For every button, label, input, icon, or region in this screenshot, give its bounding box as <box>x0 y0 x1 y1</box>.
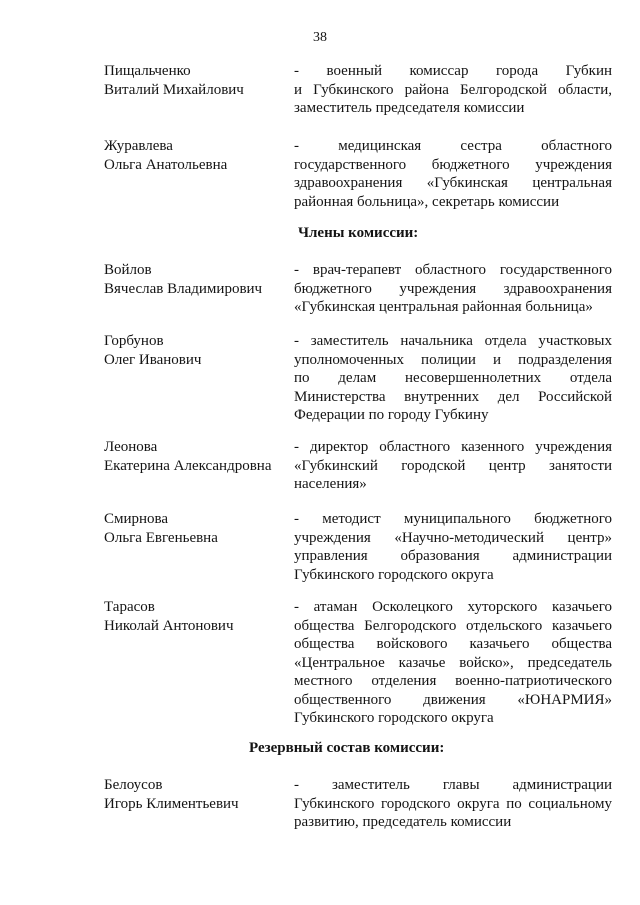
position-line: «Губкинская центральная районная больница» <box>294 299 593 315</box>
position-line: развитию, председатель комиссии <box>294 814 512 830</box>
member-position <box>294 332 612 425</box>
member-name <box>104 62 284 99</box>
position-line: Губкинского городского округа <box>294 710 494 726</box>
member-given-name: Ольга Анатольевна <box>104 156 228 173</box>
position-line: государственного бюджетного учреждения <box>294 156 612 173</box>
member-given-name: Екатерина Александровна <box>104 457 272 474</box>
member-given-name: Игорь Климентьевич <box>104 795 239 812</box>
position-line: районная больница», секретарь комиссии <box>294 193 560 210</box>
member-surname: Тарасов <box>104 599 155 615</box>
member-surname: Леонова <box>104 439 158 455</box>
position-line: - методист муниципального бюджетного <box>294 511 612 527</box>
member-surname: Журавлева <box>104 138 173 154</box>
position-line: Министерства внутренних дел Российской <box>294 388 612 405</box>
member-name <box>104 137 284 174</box>
position-line: Губкинского городского округа <box>294 566 494 583</box>
member-given-name: Олег Иванович <box>104 351 202 368</box>
member-given-name: Вячеслав Владимирович <box>104 280 263 297</box>
position-line: учреждения «Научно-методический центр» <box>294 529 612 546</box>
reserve-heading: Резервный состав комиссии: <box>249 740 445 756</box>
position-line: Губкинского городского округа по социальному <box>294 795 612 812</box>
member-position <box>294 510 612 584</box>
position-line: «Центральное казачье войско», председатель <box>294 654 612 671</box>
member-surname: Пищальченко <box>104 63 191 79</box>
member-name <box>104 510 284 547</box>
member-surname: Смирнова <box>104 511 169 527</box>
position-line: - атаман Осколецкого хуторского казачьего <box>294 599 612 615</box>
member-surname: Горбунов <box>104 333 164 349</box>
position-line: - врач-терапевт областного государственного <box>294 262 612 278</box>
position-line: здравоохранения «Губкинская центральная <box>294 175 612 191</box>
member-name <box>104 776 284 813</box>
member-position <box>294 776 612 832</box>
member-position <box>294 438 612 494</box>
member-given-name: Ольга Евгеньевна <box>104 529 218 546</box>
page-number: 38 <box>313 30 327 45</box>
position-line: - заместитель начальника отдела участковых <box>294 333 612 349</box>
position-line: общества войскового казачьего общества <box>294 636 612 652</box>
position-line: общества Белгородского отдельского казачьего <box>294 617 612 634</box>
position-line: Федерации по городу Губкину <box>294 407 489 423</box>
position-line: уполномоченных полиции и подразделения <box>294 351 612 368</box>
members-heading: Члены комиссии: <box>298 225 419 241</box>
member-position <box>294 261 612 317</box>
position-line: заместитель председателя комиссии <box>294 100 525 116</box>
position-line: и Губкинского района Белгородской области, <box>294 81 612 98</box>
member-given-name: Николай Антонович <box>104 617 234 634</box>
member-position <box>294 137 612 211</box>
member-surname: Войлов <box>104 262 152 278</box>
member-position <box>294 62 612 118</box>
member-name <box>104 261 284 298</box>
position-line: - заместитель главы администрации <box>294 777 612 793</box>
member-given-name: Виталий Михайлович <box>104 81 244 98</box>
member-name <box>104 332 284 369</box>
member-name <box>104 598 284 635</box>
position-line: - медицинская сестра областного <box>294 138 612 154</box>
position-line: местного отделения военно-патриотического <box>294 673 612 689</box>
member-position <box>294 598 612 728</box>
position-line: населения» <box>294 476 367 492</box>
position-line: - военный комиссар города Губкин <box>294 63 612 79</box>
member-surname: Белоусов <box>104 777 163 793</box>
position-line: «Губкинский городской центр занятости <box>294 457 612 474</box>
position-line: общественного движения «ЮНАРМИЯ» <box>294 691 612 708</box>
member-name <box>104 438 284 475</box>
position-line: бюджетного учреждения здравоохранения <box>294 280 612 297</box>
position-line: - директор областного казенного учреждения <box>294 439 612 455</box>
position-line: по делам несовершеннолетних отдела <box>294 370 612 386</box>
position-line: управления образования администрации <box>294 548 612 564</box>
